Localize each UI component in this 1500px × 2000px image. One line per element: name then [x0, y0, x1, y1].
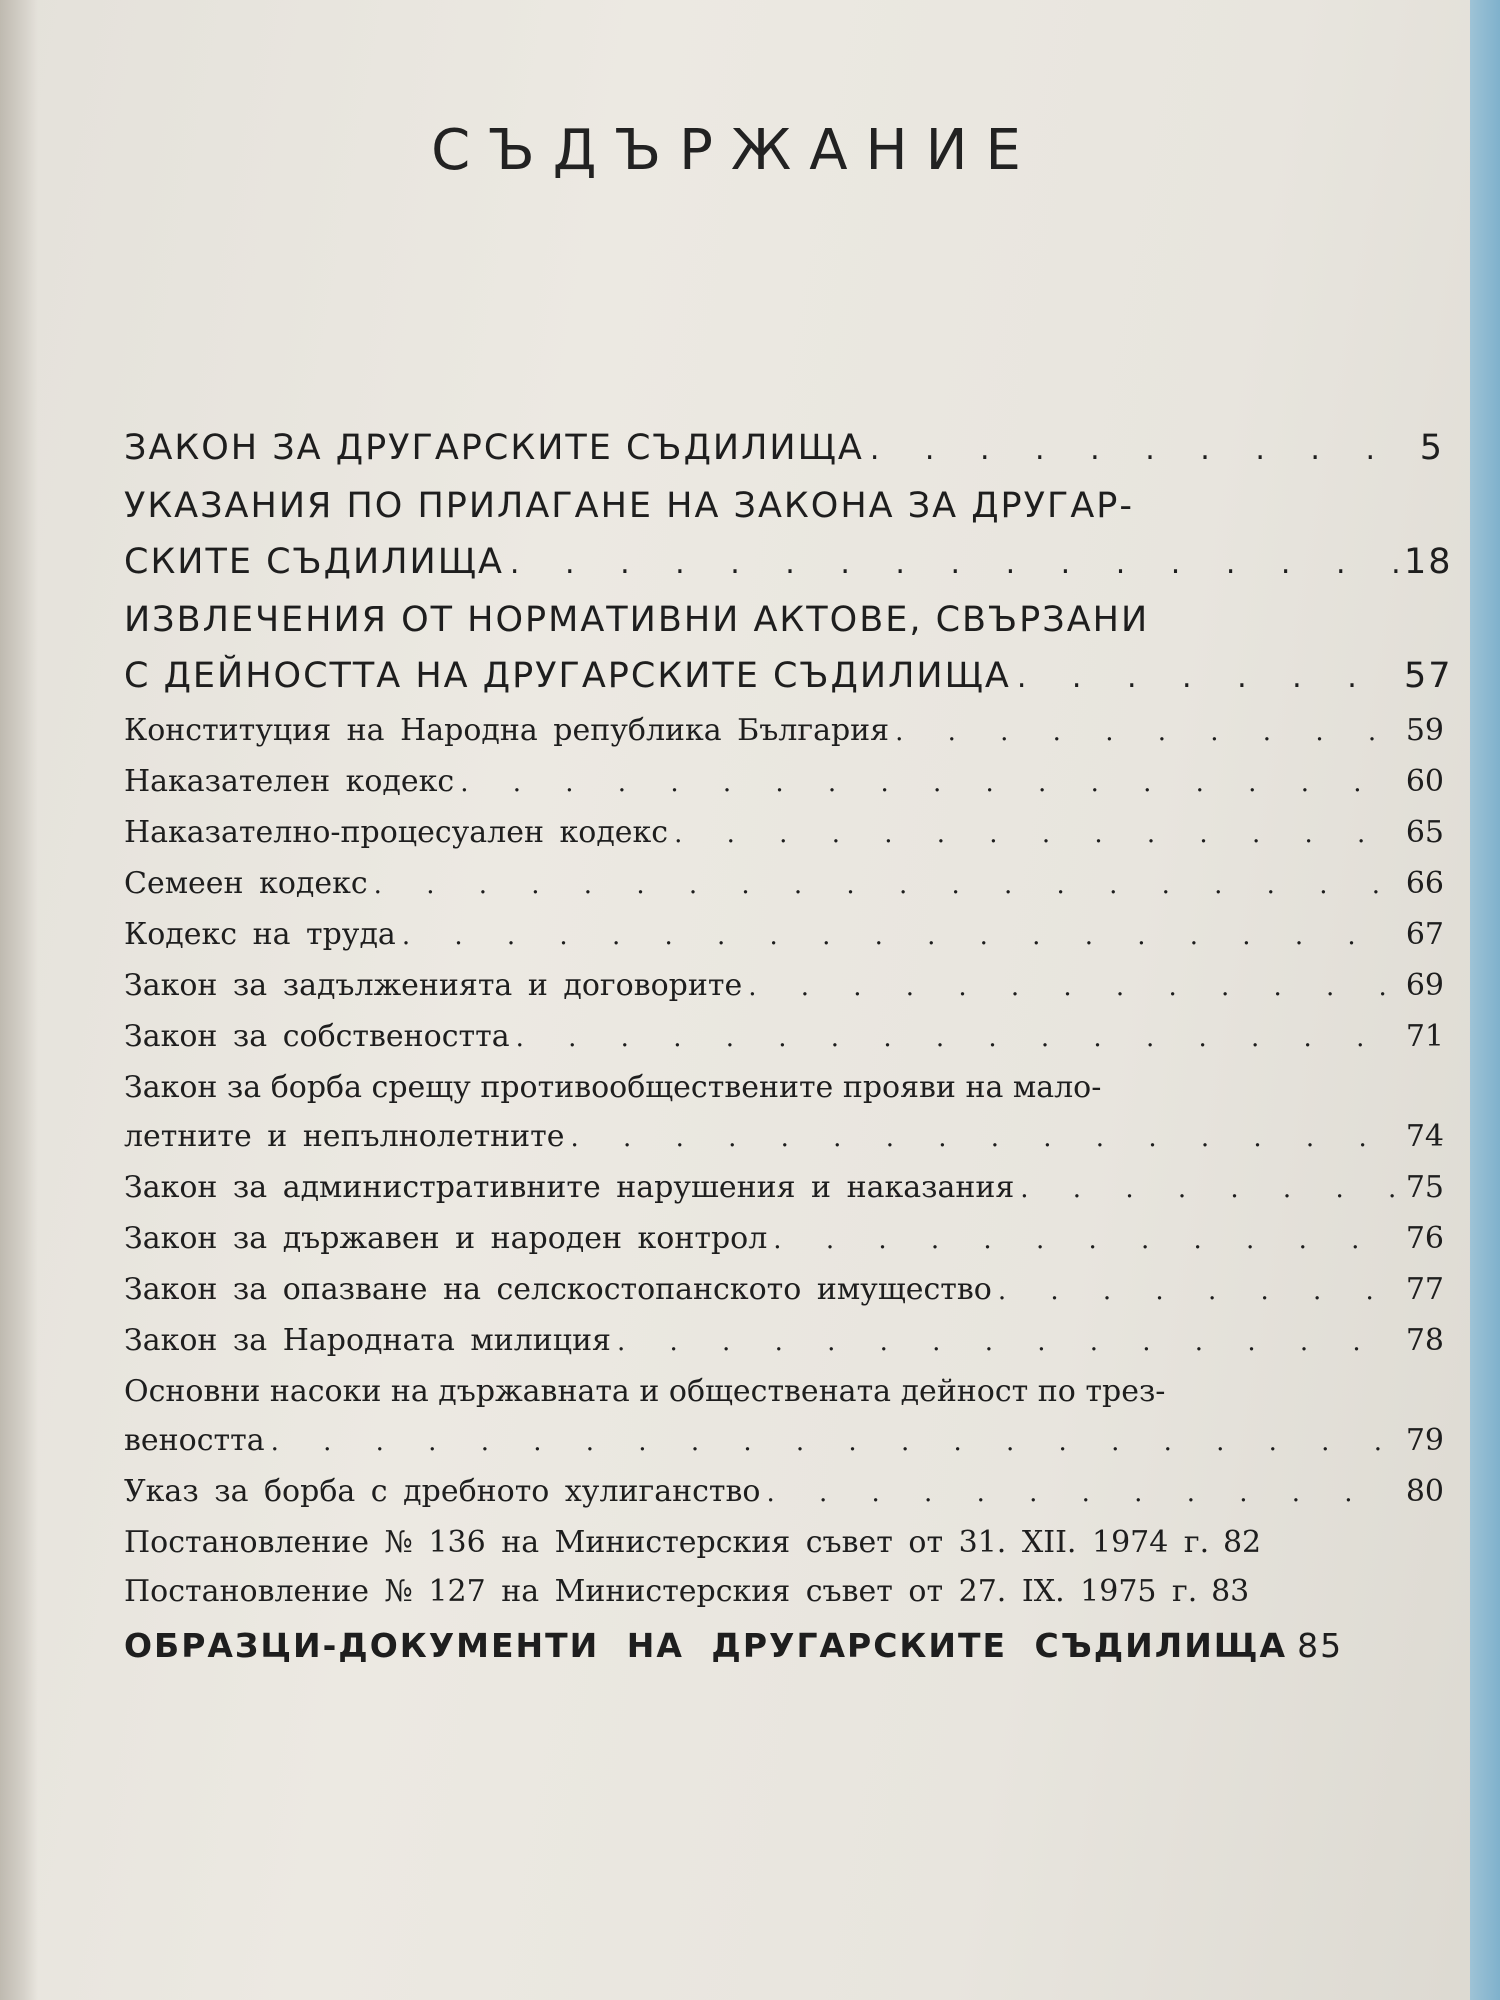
dot-leader	[510, 536, 1398, 592]
toc-entry-title-line: УКАЗАНИЯ ПО ПРИЛАГАНЕ НА ЗАКОНА ЗА ДРУГАР-	[124, 486, 1135, 526]
dot-leader	[460, 759, 1398, 808]
toc-entry	[124, 1567, 1444, 1616]
toc-entry-page: 83	[1211, 1574, 1250, 1609]
toc-entry-title: Закон за Народната милиция	[124, 1323, 611, 1358]
toc-entry-title: Закон за държавен и народен контрол	[124, 1221, 768, 1256]
toc-entry-title: Наказателен кодекс	[124, 764, 455, 799]
toc-entry-page: 5	[1419, 428, 1444, 468]
toc-entry	[124, 757, 1444, 808]
toc-entry-page: 60	[1405, 764, 1444, 799]
dot-leader	[617, 1318, 1398, 1367]
toc-entry	[124, 1214, 1444, 1265]
table-of-contents	[124, 420, 1453, 1676]
toc-entry	[124, 534, 1453, 592]
dot-leader	[674, 810, 1398, 859]
toc-entry	[124, 1316, 1444, 1367]
toc-entry	[124, 648, 1453, 706]
toc-entry	[124, 1616, 1444, 1676]
toc-entry-page: 66	[1405, 866, 1444, 901]
dot-leader	[402, 912, 1398, 961]
toc-entry-title: Постановление № 136 на Министерския съвет от 31. XII. 1974 г.	[124, 1525, 1210, 1560]
toc-entry	[124, 1163, 1444, 1214]
toc-entry-page: 67	[1405, 917, 1444, 952]
toc-entry-title: Закон за административните нарушения и наказания	[124, 1170, 1015, 1205]
toc-entry-page: 77	[1405, 1272, 1444, 1307]
toc-entry-page: 74	[1405, 1119, 1444, 1154]
toc-entry-title: Конституция на Народна република България	[124, 713, 890, 748]
dot-leader	[374, 861, 1398, 910]
dot-leader	[1017, 650, 1398, 706]
dot-leader	[571, 1114, 1398, 1163]
dot-leader	[271, 1418, 1398, 1467]
dot-leader	[998, 1267, 1398, 1316]
dot-leader	[773, 1216, 1398, 1265]
toc-entry-title: веността	[124, 1423, 265, 1458]
toc-entry-page: 80	[1405, 1474, 1444, 1509]
toc-entry-page: 79	[1405, 1423, 1444, 1458]
dot-leader	[766, 1469, 1398, 1518]
toc-entry-page: 59	[1405, 713, 1444, 748]
toc-entry-page: 71	[1405, 1019, 1444, 1054]
toc-entry	[124, 1112, 1444, 1163]
dot-leader	[870, 422, 1398, 478]
toc-entry	[124, 706, 1444, 757]
toc-entry-page: 69	[1405, 968, 1444, 1003]
toc-entry-page: 78	[1405, 1323, 1444, 1358]
toc-entry-title-line: ИЗВЛЕЧЕНИЯ ОТ НОРМАТИВНИ АКТОВЕ, СВЪРЗАНИ	[124, 600, 1150, 640]
toc-entry-title-line: Закон за борба срещу противообществените прояви на мало-	[124, 1070, 1102, 1105]
page-title: СЪДЪРЖАНИЕ	[431, 118, 1039, 183]
toc-entry-page: 57	[1404, 656, 1453, 696]
toc-entry-title: ЗАКОН ЗА ДРУГАРСКИТЕ СЪДИЛИЩА	[124, 428, 864, 468]
toc-entry	[124, 1416, 1444, 1467]
toc-entry-page: 85	[1297, 1626, 1344, 1665]
dot-leader	[895, 708, 1398, 757]
toc-entry	[124, 910, 1444, 961]
toc-entry-title-line: Основни насоки на държавната и обществената дейност по трез-	[124, 1374, 1166, 1409]
toc-entry	[124, 420, 1444, 478]
toc-entry-title: ОБРАЗЦИ-ДОКУМЕНТИ НА ДРУГАРСКИТЕ СЪДИЛИЩА	[124, 1626, 1288, 1665]
cover-edge	[1470, 0, 1500, 2000]
toc-entry-title: летните и непълнолетните	[124, 1119, 565, 1154]
toc-entry-title: Наказателно-процесуален кодекс	[124, 815, 669, 850]
toc-entry	[124, 961, 1444, 1012]
toc-entry-page: 76	[1405, 1221, 1444, 1256]
toc-entry-page: 65	[1405, 815, 1444, 850]
dot-leader	[1020, 1165, 1398, 1214]
toc-entry	[124, 859, 1444, 910]
toc-entry-title: СКИТЕ СЪДИЛИЩА	[124, 542, 504, 582]
toc-entry	[124, 1518, 1444, 1567]
toc-entry-page: 75	[1405, 1170, 1444, 1205]
toc-entry-page: 82	[1222, 1525, 1262, 1560]
toc-entry-title: С ДЕЙНОСТТА НА ДРУГАРСКИТЕ СЪДИЛИЩА	[124, 656, 1011, 696]
toc-entry-title: Закон за опазване на селскостопанското имущество	[124, 1272, 992, 1307]
toc-entry-title: Постановление № 127 на Министерския съвет от 27. IX. 1975 г.	[124, 1574, 1198, 1609]
toc-entry-title: Семеен кодекс	[124, 866, 368, 901]
toc-entry-title: Кодекс на труда	[124, 917, 396, 952]
toc-entry-title: Закон за собствеността	[124, 1019, 510, 1054]
toc-entry-page: 18	[1404, 542, 1453, 582]
toc-entry	[124, 1467, 1444, 1518]
dot-leader	[516, 1014, 1398, 1063]
toc-entry-title: Указ за борба с дребното хулиганство	[124, 1474, 761, 1509]
dot-leader	[748, 963, 1398, 1012]
toc-entry-title: Закон за задълженията и договорите	[124, 968, 743, 1003]
page-gutter-shadow	[0, 0, 38, 2000]
toc-entry	[124, 808, 1444, 859]
toc-entry	[124, 1265, 1444, 1316]
toc-entry	[124, 1012, 1444, 1063]
